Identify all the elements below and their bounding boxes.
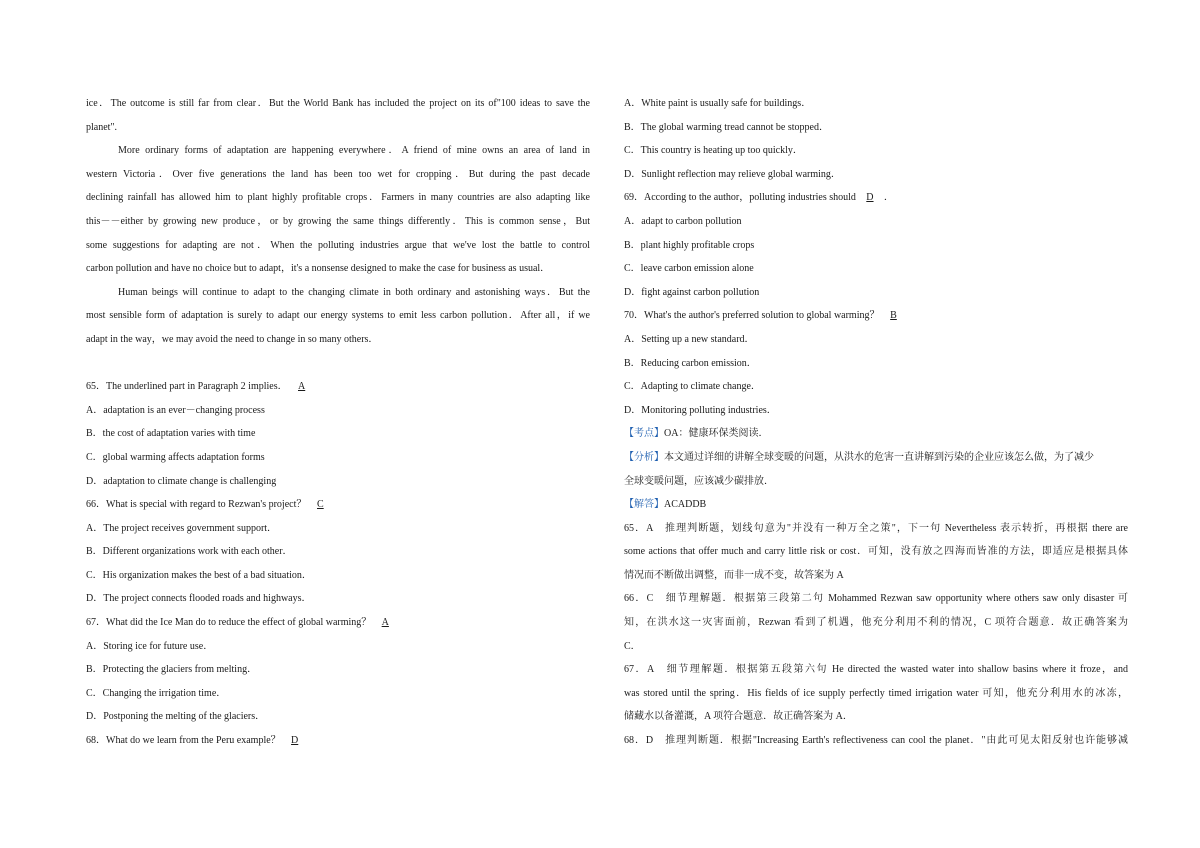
answer-blank: D: [291, 735, 299, 747]
explanation-line: C．: [624, 640, 641, 652]
option: B．Protecting the glaciers from melting．: [86, 664, 258, 676]
option: A．adapt to carbon pollution: [624, 215, 742, 227]
passage-line: ice．The outcome is still far from clear．But the World Bank has included the project on its of"100 ideas to save the: [86, 98, 590, 109]
option: B．The global warming tread cannot be stopped．: [624, 121, 829, 133]
fenxi-tag: 【分析】: [624, 451, 664, 463]
option: A．White paint is usually safe for buildings．: [624, 98, 812, 109]
answer-blank: A: [381, 617, 389, 629]
option: C．His organization makes the best of a bad situation．: [86, 569, 312, 581]
passage-line: adapt in the way，we may avoid the need to change in so many others．: [86, 333, 379, 345]
question-stem: [86, 611, 590, 635]
passage-line: most sensible form of adaptation is surely to adapt our energy systems to emit less carbon pollution．After all，if we: [86, 310, 590, 322]
passage-line: this－－either by growing new produce，or by growing the same things differently．This is common sense，But: [86, 215, 590, 227]
explanation-line: 65．A 推理判断题，划线句意为"并没有一种万全之策"，下一句 Nevertheless 表示转折，再根据 there are: [624, 522, 1128, 534]
question-suffix: ．: [883, 192, 894, 204]
option: A．The project receives government support．: [86, 522, 278, 534]
option: D．Monitoring polluting industries．: [624, 404, 777, 416]
passage-line: declining rainfall has allowed him to plant highly profitable crops．Farmers in many countries are also adapting like: [86, 192, 590, 204]
passage-line: planet".: [86, 121, 118, 133]
kaodian-line: [624, 422, 1128, 446]
spacer: [86, 352, 590, 376]
question-stem: [86, 729, 590, 753]
option: A．adaptation is an ever－changing process: [86, 404, 265, 416]
question-stem: [624, 304, 1128, 328]
question-text: 70．What's the author's preferred solution to global warming？: [624, 310, 880, 322]
option: B．the cost of adaptation varies with time: [86, 428, 256, 440]
question-text: 66．What is special with regard to Rezwan's project？: [86, 499, 307, 511]
question-stem: [86, 375, 590, 399]
option: D．adaptation to climate change is challenging: [86, 475, 277, 487]
kaodian-text: OA：健康环保类阅读．: [664, 428, 769, 440]
passage-line: Human beings will continue to adapt to the changing climate in both ordinary and astonishing ways．But the: [118, 286, 590, 298]
option: B．Different organizations work with each other．: [86, 546, 293, 558]
explanation-line: was stored until the spring．His fields of ice supply perfectly timed irrigation water 可知，他充分利用水的冰冻，: [624, 687, 1128, 699]
right-column: [624, 92, 1128, 753]
passage-line: More ordinary forms of adaptation are happening everywhere．A friend of mine owns an area of land in: [118, 145, 590, 157]
left-column: [86, 92, 590, 753]
question-text: 65．The underlined part in Paragraph 2 implies．: [86, 381, 288, 393]
explanation-line: 知，在洪水这一灾害面前，Rezwan 看到了机遇，他充分利用不利的情况，C 项符合题意．故正确答案为: [624, 617, 1128, 629]
option: B．plant highly profitable crops: [624, 239, 755, 251]
explanation-line: 情况而不断做出调整，而非一成不变，故答案为 A: [624, 569, 844, 581]
option: C．This country is heating up too quickly．: [624, 145, 803, 157]
explanation-line: 68．D 推理判断题．根据"Increasing Earth's reflectiveness can cool the planet．"由此可见太阳反射也许能够减: [624, 735, 1128, 747]
question-text: 67．What did the Ice Man do to reduce the effect of global warming？: [86, 617, 372, 629]
answer-blank: B: [890, 310, 897, 322]
option: C．Changing the irrigation time．: [86, 687, 227, 699]
fenxi-line: [624, 446, 1128, 470]
explanation-line: 储藏水以备灌溉，A 项符合题意．故正确答案为 A．: [624, 711, 853, 723]
option: C．Adapting to climate change．: [624, 381, 761, 393]
passage-line: carbon pollution and have no choice but to adapt，it's a nonsense designed to make the case for business as usual．: [86, 263, 551, 275]
answer-blank: A: [298, 381, 306, 393]
question-text: 68．What do we learn from the Peru example？: [86, 735, 281, 747]
question-stem: [624, 186, 1128, 210]
option: D．fight against carbon pollution: [624, 286, 760, 298]
answer-blank: C: [317, 499, 324, 511]
explanation-line: some actions that offer much and carry little risk or cost．可知，没有放之四海而皆准的方法，即适应是根据具体: [624, 546, 1128, 558]
answer-blank: D: [866, 192, 874, 204]
explanation-line: 67．A 细节理解题．根据第五段第六句 He directed the wasted water into shallow basins where it froze，and: [624, 664, 1128, 676]
option: B．Reducing carbon emission．: [624, 357, 757, 369]
passage-line: western Victoria．Over five generations the land has been too wet for cropping．But during the past decade: [86, 168, 590, 180]
option: A．Setting up a new standard．: [624, 333, 755, 345]
explanation-line: 66．C 细节理解题．根据第三段第二句 Mohammed Rezwan saw opportunity where others saw only disaster 可: [624, 593, 1128, 605]
option: D．Postponing the melting of the glaciers．: [86, 711, 266, 723]
kaodian-tag: 【考点】: [624, 428, 664, 440]
option: C．leave carbon emission alone: [624, 263, 754, 275]
option: D．The project connects flooded roads and highways．: [86, 593, 312, 605]
jieda-line: [624, 493, 1128, 517]
passage-line: some suggestions for adapting are not．When the polluting industries argue that we've lost the battle to control: [86, 239, 590, 251]
question-text: 69．According to the author，polluting industries should: [624, 192, 856, 204]
jieda-tag: 【解答】: [624, 499, 664, 511]
option: A．Storing ice for future use．: [86, 640, 214, 652]
fenxi-line: 全球变暖问题，应该减少碳排放．: [624, 475, 774, 487]
option: C．global warming affects adaptation forms: [86, 451, 265, 463]
question-stem: [86, 493, 590, 517]
fenxi-text: 本文通过详细的讲解全球变暖的问题，从洪水的危害一直讲解到污染的企业应该怎么做，为了减少: [664, 451, 1094, 463]
jieda-text: ACADDB: [664, 499, 707, 511]
option: D．Sunlight reflection may relieve global warming．: [624, 168, 841, 180]
